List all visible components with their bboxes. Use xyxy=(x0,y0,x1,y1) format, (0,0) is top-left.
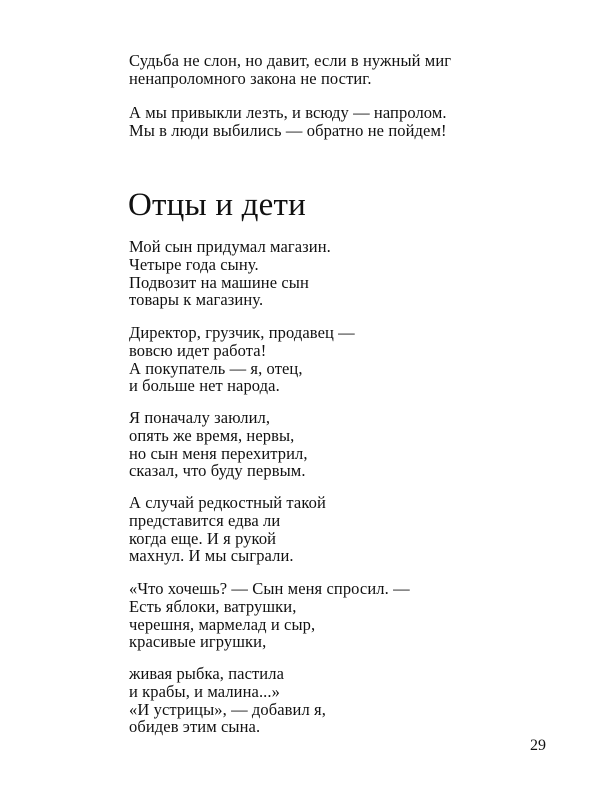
verse-line: Четыре года сыну. xyxy=(129,254,259,274)
verse-line: сказал, что буду первым. xyxy=(129,461,306,481)
verse-line: Мой сын придумал магазин. xyxy=(129,237,331,256)
verse-line: и крабы, и малина...» xyxy=(129,681,280,701)
poem-stanza xyxy=(129,494,326,565)
verse-line: вовсю идет работа! xyxy=(129,340,267,360)
verse-line: товары к магазину. xyxy=(129,290,264,310)
intro-stanza xyxy=(129,52,451,88)
verse-line: когда еще. И я рукой xyxy=(129,528,277,548)
verse-line: Мы в люди выбились — обратно не пойдем! xyxy=(129,120,447,140)
verse-line: опять же время, нервы, xyxy=(129,425,295,445)
verse-line: А покупатель — я, отец, xyxy=(129,358,303,378)
poem-stanza xyxy=(129,580,410,651)
verse-line: черешня, мармелад и сыр, xyxy=(129,614,316,634)
verse-line: «И устрицы», — добавил я, xyxy=(129,699,326,719)
verse-line: А случай редкостный такой xyxy=(129,493,326,512)
verse-line: Директор, грузчик, продавец — xyxy=(129,323,355,342)
poem-stanza xyxy=(129,324,355,395)
page-number: 29 xyxy=(530,737,546,754)
verse-line: Я поначалу заюлил, xyxy=(129,408,271,427)
verse-line: представится едва ли xyxy=(129,510,281,530)
poem-stanza xyxy=(129,238,331,309)
verse-line: и больше нет народа. xyxy=(129,376,280,396)
poem-stanza xyxy=(129,665,326,736)
verse-line: обидев этим сына. xyxy=(129,717,261,737)
verse-line: махнул. И мы сыграли. xyxy=(129,546,294,566)
poem-stanza xyxy=(129,409,308,480)
verse-line: А мы привыкли лезть, и всюду — напролом. xyxy=(129,103,447,122)
intro-stanza xyxy=(129,104,447,140)
verse-line: «Что хочешь? — Сын меня спросил. — xyxy=(129,579,410,598)
poem-title: Отцы и дети xyxy=(128,187,306,223)
verse-line: живая рыбка, пастила xyxy=(129,664,284,683)
verse-line: красивые игрушки, xyxy=(129,632,267,652)
verse-line: Подвозит на машине сын xyxy=(129,272,309,292)
verse-line: Судьба не слон, но давит, если в нужный миг xyxy=(129,51,452,70)
verse-line: Есть яблоки, ватрушки, xyxy=(129,596,297,616)
verse-line: но сын меня перехитрил, xyxy=(129,443,308,463)
verse-line: ненапроломного закона не постиг. xyxy=(129,68,372,88)
